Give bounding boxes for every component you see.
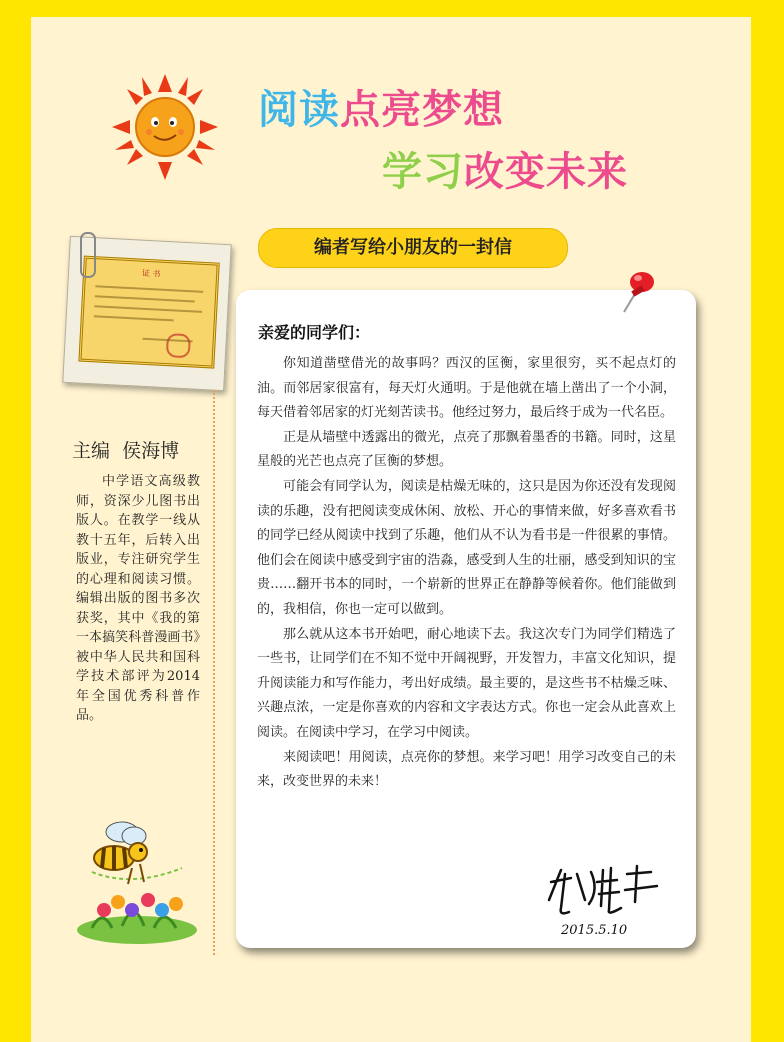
certificate-title: 证 书 (141, 268, 161, 279)
title-word-read: 阅读 (258, 87, 340, 133)
letter-card (236, 290, 696, 948)
title-word-light-dream: 点亮梦想 (340, 87, 504, 133)
letter-paragraph: 正是从墙壁中透露出的微光，点亮了那飘着墨香的书籍。同时，这星星般的光芒也点亮了匡衡的梦想。 (257, 429, 676, 470)
letter-paragraph: 你知道凿壁借光的故事吗？西汉的匡衡，家里很穷，买不起点灯的油。而邻居家很富有，每天灯火通明。于是他就在墙上凿出了一个小洞，每天借着邻居家的灯光刻苦读书。他经过努力，最后终于成为一代名臣。 (257, 356, 676, 421)
bee-icon (72, 818, 202, 946)
title-word-study: 学习 (382, 149, 464, 195)
certificate (78, 256, 219, 369)
editor-bio: 中学语文高级教师，资深少儿图书出版人。在教学一线从教十五年，后转入出版业，专注研究学生的心理和阅读习惯。编辑出版的图书多次获奖，其中《我的第一本搞笑科普漫画书》被中华人民共和国科学技术部评为2014年全国优秀科普作品。 (76, 474, 200, 723)
page-title-line1 (258, 78, 504, 135)
editor-name: 主编 侯海博 (72, 440, 180, 462)
signature-icon (541, 860, 671, 940)
signature-date: 2015.5.10 (561, 923, 628, 938)
certificate-seal (166, 333, 191, 358)
push-pin-icon (610, 262, 660, 322)
flowers-icon (77, 893, 197, 944)
divider (213, 390, 215, 955)
sun-icon (110, 72, 220, 182)
title-word-change-future: 改变未来 (464, 149, 628, 195)
letter-body (257, 352, 676, 795)
letter-banner: 编者写给小朋友的一封信 (258, 228, 568, 268)
paper-clip-icon (80, 232, 96, 278)
letter-paragraph: 来阅读吧！用阅读，点亮你的梦想。来学习吧！用学习改变自己的未来，改变世界的未来！ (257, 749, 676, 790)
letter-paragraph: 可能会有同学认为，阅读是枯燥无味的，这只是因为你还没有发现阅读的乐趣，没有把阅读变成休闲、放松、开心的事情来做，好多喜欢看书的同学已经从阅读中找到了乐趣，他们从不认为看书是一件很累的事情。他们会在阅读中感受到宇宙的浩淼，感受到人生的壮丽，感受到知识的宝贵……翻开书本的同时，一个崭新的世界正在静静等候着你。他们能做到的，我相信，你也一定可以做到。 (257, 478, 676, 617)
letter-paragraph: 那么就从这本书开始吧，耐心地读下去。我这次专门为同学们精选了一些书，让同学们在不知不觉中开阔视野，开发智力，丰富文化知识，提升阅读能力和写作能力，考出好成绩。最主要的，是这些书不枯燥乏味、兴趣点浓，一定是你喜欢的内容和文字表达方式。你也一定会从此喜欢上阅读。在阅读中学习，在学习中阅读。 (257, 626, 676, 740)
page-title-line2 (382, 140, 628, 197)
letter-greeting: 亲爱的同学们： (258, 323, 371, 342)
